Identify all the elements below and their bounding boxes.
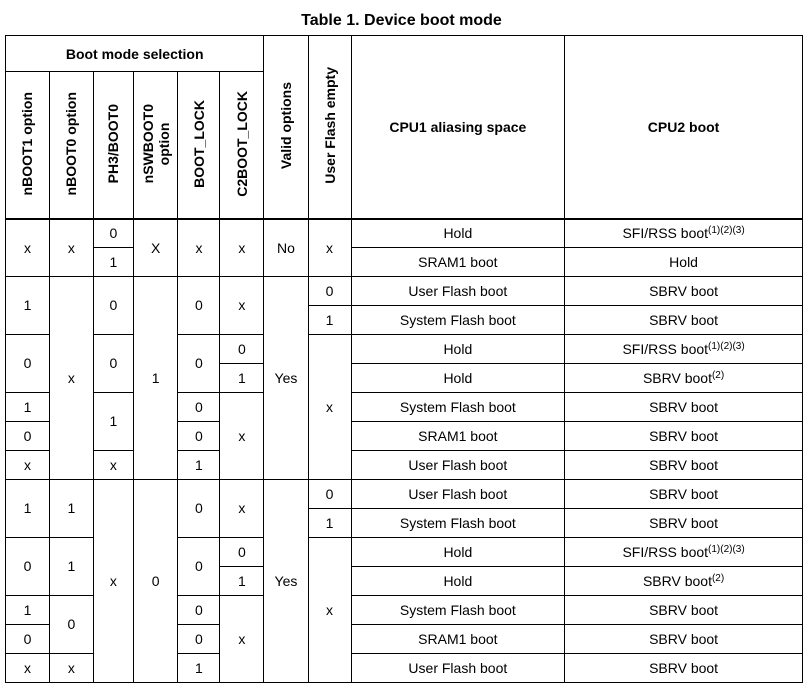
table-cell: 1 — [49, 537, 93, 595]
table-cell: 0 — [6, 537, 50, 595]
table-cell: 0 — [178, 595, 220, 624]
table-cell: x — [308, 219, 351, 276]
table-cell: System Flash boot — [351, 305, 565, 334]
table-cell: SFI/RSS boot$^{(1)(2)(3)}$ — [565, 334, 803, 363]
table-cell: x — [308, 334, 351, 479]
table-cell: 0 — [178, 334, 220, 392]
table-cell: Hold — [351, 363, 565, 392]
table-cell: x — [220, 595, 264, 682]
table-cell: Hold — [351, 566, 565, 595]
table-cell: SRAM1 boot — [351, 247, 565, 276]
table-cell: X — [133, 219, 178, 276]
table-cell: System Flash boot — [351, 508, 565, 537]
table-cell: User Flash boot — [351, 276, 565, 305]
table-cell: x — [93, 479, 133, 682]
table-cell: 0 — [6, 421, 50, 450]
table-cell: 0 — [308, 276, 351, 305]
boot-mode-table — [5, 35, 803, 683]
table-cell: SBRV boot — [565, 653, 803, 682]
table-cell: 0 — [220, 537, 264, 566]
table-cell: SRAM1 boot — [351, 624, 565, 653]
table-cell: x — [178, 219, 220, 276]
boot-lock-header: BOOT_LOCK — [178, 72, 220, 220]
valid-options-header: Valid options — [264, 36, 308, 220]
ph3-boot0-header: PH3/BOOT0 — [93, 72, 133, 220]
table-cell: x — [220, 479, 264, 537]
table-cell: No — [264, 219, 308, 276]
table-cell: 0 — [178, 537, 220, 595]
table-cell: 1 — [93, 392, 133, 450]
table-cell: 1 — [93, 247, 133, 276]
table-cell: 0 — [93, 276, 133, 334]
table-cell: System Flash boot — [351, 392, 565, 421]
table-cell: x — [220, 276, 264, 334]
table-cell: SBRV boot — [565, 479, 803, 508]
table-cell: 1 — [308, 305, 351, 334]
table-cell: SBRV boot — [565, 392, 803, 421]
table-row — [6, 450, 803, 479]
table-cell: 0 — [93, 334, 133, 392]
table-cell: x — [308, 537, 351, 682]
nswboot0-option-header: nSWBOOT0 option — [133, 72, 178, 220]
table-cell: x — [49, 276, 93, 479]
table-cell: 1 — [6, 595, 50, 624]
table-cell: 1 — [6, 392, 50, 421]
table-cell: x — [6, 653, 50, 682]
table-cell: 1 — [308, 508, 351, 537]
table-cell: x — [49, 219, 93, 276]
nboot0-option-header: nBOOT0 option — [49, 72, 93, 220]
nboot1-option-header: nBOOT1 option — [6, 72, 50, 220]
table-cell: 0 — [93, 219, 133, 247]
c2boot-lock-header: C2BOOT_LOCK — [220, 72, 264, 220]
table-cell: 1 — [178, 450, 220, 479]
table-cell: 0 — [178, 392, 220, 421]
table-cell: Hold — [351, 334, 565, 363]
user-flash-empty-header: User Flash empty — [308, 36, 351, 220]
table-cell: 1 — [49, 479, 93, 537]
table-cell: SBRV boot — [565, 624, 803, 653]
table-cell: SBRV boot — [565, 508, 803, 537]
table-cell: 1 — [220, 566, 264, 595]
table-cell: SBRV boot$^{(2)}$ — [565, 566, 803, 595]
table-cell: x — [220, 392, 264, 479]
table-cell: SBRV boot — [565, 595, 803, 624]
table-cell: 1 — [133, 276, 178, 479]
table-cell: SBRV boot — [565, 276, 803, 305]
table-cell: 0 — [178, 276, 220, 334]
table-cell: Yes — [264, 479, 308, 682]
table-cell: SBRV boot — [565, 421, 803, 450]
table-cell: Yes — [264, 276, 308, 479]
cpu1-aliasing-space-header: CPU1 aliasing space — [351, 36, 565, 220]
table-cell: 1 — [6, 276, 50, 334]
table-cell: 1 — [178, 653, 220, 682]
footnote-ref: (1)(2)(3) — [708, 543, 745, 555]
footnote-ref: (2) — [711, 369, 725, 381]
table-row — [6, 276, 803, 305]
table-cell: SBRV boot — [565, 305, 803, 334]
table-row — [6, 392, 803, 421]
table-cell: SRAM1 boot — [351, 421, 565, 450]
table-cell: 0 — [133, 479, 178, 682]
table-row — [6, 479, 803, 508]
table-cell: 0 — [6, 334, 50, 392]
table-cell: 0 — [178, 479, 220, 537]
table-cell: Hold — [351, 219, 565, 247]
footnote-ref: (2) — [711, 572, 725, 584]
boot-mode-selection-header: Boot mode selection — [6, 36, 264, 72]
table-cell: Hold — [565, 247, 803, 276]
table-cell: SFI/RSS boot$^{(1)(2)(3)}$ — [565, 537, 803, 566]
table-cell: x — [6, 450, 50, 479]
table-cell: 0 — [308, 479, 351, 508]
table-cell: User Flash boot — [351, 653, 565, 682]
table-cell: SBRV boot$^{(2)}$ — [565, 363, 803, 392]
table-cell: x — [93, 450, 133, 479]
table-cell: 0 — [178, 421, 220, 450]
footnote-ref: (1)(2)(3) — [708, 340, 745, 352]
table-cell: 0 — [178, 624, 220, 653]
table-cell: SBRV boot — [565, 450, 803, 479]
table-cell: User Flash boot — [351, 450, 565, 479]
cpu2-boot-header: CPU2 boot — [565, 36, 803, 220]
table-cell: System Flash boot — [351, 595, 565, 624]
table-cell: 0 — [6, 624, 50, 653]
table-cell: 1 — [220, 363, 264, 392]
table-cell: User Flash boot — [351, 479, 565, 508]
footnote-ref: (1)(2)(3) — [708, 225, 745, 237]
table-row — [6, 219, 803, 247]
table-cell: 0 — [49, 595, 93, 653]
table-cell: x — [220, 219, 264, 276]
table-cell: 1 — [6, 479, 50, 537]
table-row — [6, 247, 803, 276]
table-title: Table 1. Device boot mode — [301, 12, 502, 29]
table-row — [6, 334, 803, 363]
table-cell: SFI/RSS boot$^{(1)(2)(3)}$ — [565, 219, 803, 247]
table-cell: x — [49, 653, 93, 682]
table-cell: 0 — [220, 334, 264, 363]
table-cell: Hold — [351, 537, 565, 566]
table-cell: x — [6, 219, 50, 276]
